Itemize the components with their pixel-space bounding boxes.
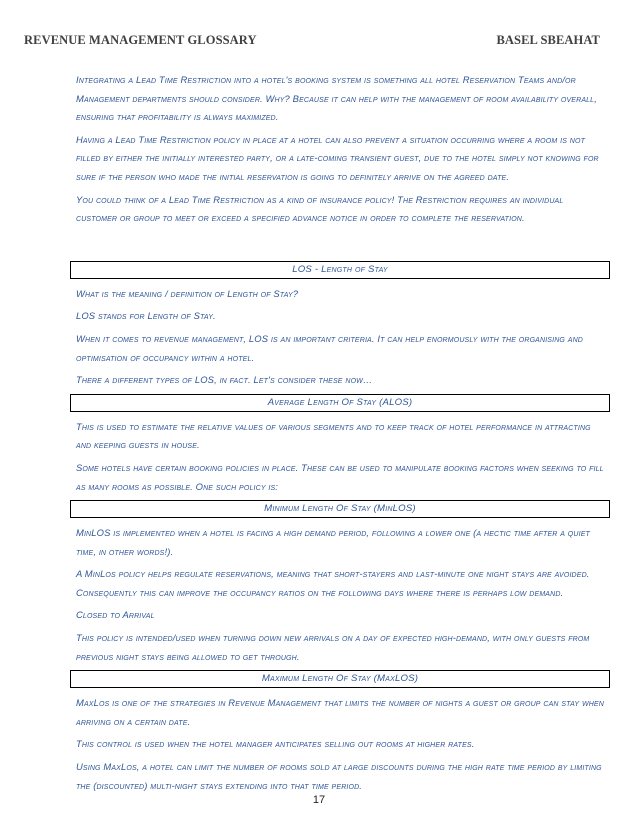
paragraph-maxlos-strategy: MaxLos is one of the strategies in Revenue Management that limits the number of nights a guest or group can stay when arriving on a certain date.: [76, 697, 604, 727]
section-heading-maxlos: Maximum Length Of Stay (MaxLOS): [70, 670, 610, 688]
paragraph-minlos-implemented: MinLOS is implemented when a hotel is facing a high demand period, following a lower one (a hectic time after a quiet time, in other words!).: [76, 527, 590, 557]
page-body: [76, 71, 606, 799]
paragraph-maxlos-control: This control is used when the hotel manager anticipates selling out rooms at higher rates.: [76, 738, 475, 750]
page-number: 17: [312, 794, 326, 806]
paragraph-maxlos-discount: Using MaxLos, a hotel can limit the number of rooms sold at large discounts during the high rate time period by limiting the (discounted) multi-night stays extending into that time period.: [76, 761, 602, 791]
section-heading-minlos: Minimum Length Of Stay (MinLOS): [70, 500, 610, 518]
paragraph-los-question: What is the meaning / definition of Length of Stay?: [76, 287, 299, 299]
document-header-title: REVENUE MANAGEMENT GLOSSARY: [24, 33, 257, 47]
paragraph-closed-to-arrival: Closed to Arrival: [76, 609, 155, 621]
document-header-author: BASEL SBEAHAT: [496, 33, 600, 47]
section-heading-alos: Average Length Of Stay (ALOS): [70, 394, 610, 412]
paragraph-los-criteria: When it comes to revenue management, LOS is an important criteria. It can help enormously with the organising and optimisation of occupancy within a hotel.: [76, 332, 583, 363]
paragraph-alos-estimate: This is used to estimate the relative values of various segments and to keep track of hotel performance in attracting and keeping guests in house.: [76, 420, 591, 451]
paragraph-booking-policies: Some hotels have certain booking policies in place. These can be used to manipulate booking factors when seeking to fill as many rooms as possible. One such policy is:: [76, 461, 604, 492]
paragraph-cta-policy: This policy is intended/used when turning down new arrivals on a day of expected high-demand, with only guests from previous night stays being allowed to get through.: [76, 632, 590, 662]
paragraph-los-stands-for: LOS stands for Length of Stay.: [76, 310, 216, 322]
section-heading-los: LOS - Length of Stay: [70, 261, 610, 279]
paragraph-lead-time-prevent: Having a Lead Time Restriction policy in place at a hotel can also prevent a situation occurring where a room is not filled by either the initially interested party, or a late-coming transient guest, due to the hotel simply not knowing for sure if the person who made the initial reservation is going to definitely arrive on the agreed date.: [76, 133, 599, 182]
paragraph-los-types: There a different types of LOS, in fact. Let's consider these now…: [76, 374, 373, 386]
paragraph-lead-time-insurance: You could think of a Lead Time Restriction as a kind of insurance policy! The Restriction requires an individual customer or group to meet or exceed a specified advance notice in order to complete the reservation.: [76, 193, 564, 224]
paragraph-lead-time-intro: Integrating a Lead Time Restriction into a hotel's booking system is something all hotel Reservation Teams and/or Management departments should consider. Why? Because it can help with the management of room availability overall, ensuring that profitability is always maximized.: [76, 74, 597, 123]
paragraph-minlos-regulate: A MinLos policy helps regulate reservations, meaning that short-stayers and last-minute one night stays are avoided. Consequently this can improve the occupancy ratios on the following days where there is perhaps low demand.: [76, 568, 590, 598]
